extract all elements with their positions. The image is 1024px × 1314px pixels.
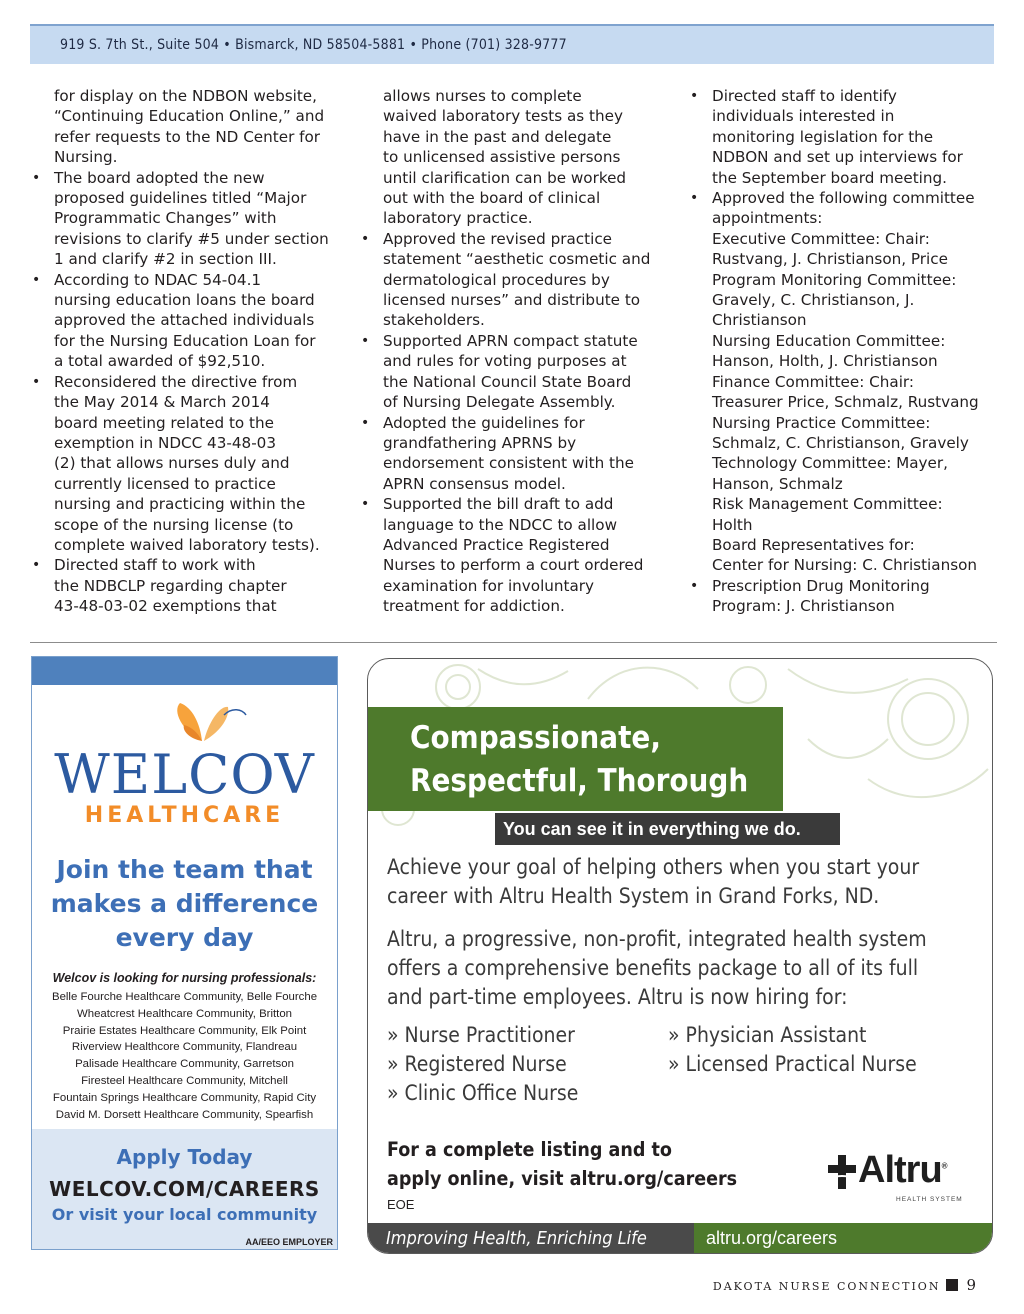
header-address: 919 S. 7th St., Suite 504 • Bismarck, ND 58504-5881 • Phone (701) 328-9777: [60, 37, 567, 53]
col2-lead: allows nurses to complete waived laboratory tests as they have in the past and delegate to unlicensed assistive persons until clarification can be worked out with the board of clinical laboratory practice.: [383, 87, 627, 228]
list-item: » Registered Nurse: [387, 1052, 567, 1076]
magazine-name: DAKOTA NURSE CONNECTION: [712, 1280, 941, 1293]
section-divider: [30, 642, 997, 643]
list-item: • Approved the following committee appointments: Executive Committee: Chair: Rustvang, J. Christianson, Price Program Monitoring Committee: Gravely, C. Christianson, J. Christianson Nursing Education Committee: Hanson, Holth, J. Christianson Finance Committee: Chair: Treasurer Price, Schmalz, Rustvang Nursing Practice Committee: Schmalz, C. Christianson, Gravely Technology Committee: Mayer, Hanson, Schmalz Risk Management Committee: Holth Board Representatives for: Center for Nursing: C. Christianson: [712, 188, 1012, 576]
list-item: » Nurse Practitioner: [387, 1023, 575, 1047]
altru-cross-icon: [826, 1153, 858, 1191]
list-item: Palisade Healthcare Community, Garretson: [75, 1058, 294, 1071]
list-item: • Directed staff to identify individuals interested in monitoring legislation for the NDBON and set up interviews for the September board meeting.: [712, 86, 1012, 188]
article-column-3: [712, 86, 1012, 617]
list-item: • According to NDAC 54-04.1 nursing education loans the board approved the attached individuals for the Nursing Education Loan for a total awarded of $92,510.: [54, 270, 354, 372]
list-item: • Directed staff to work with the NDBCLP regarding chapter 43-48-03-02 exemptions that: [54, 555, 354, 616]
butterfly-icon: [162, 701, 252, 745]
list-item: • Supported APRN compact statute and rules for voting purposes at the National Council State Board of Nursing Delegate Assembly.: [383, 331, 673, 413]
list-item: David M. Dorsett Healthcare Community, Spearfish: [55, 1108, 314, 1121]
list-item: Belle Fourche Healthcare Community, Belle Fourche: [51, 991, 318, 1003]
altru-eoe: EOE: [387, 1197, 415, 1212]
welcov-url-link[interactable]: WELCOV.COM/CAREERS: [49, 1177, 320, 1201]
altru-paragraph-2: Altru, a progressive, non-profit, integrated health system offers a comprehensive benefits package to all of its full and part-time employees. Altru is now hiring for:: [387, 927, 927, 1009]
list-item: Wheatcrest Healthcare Community, Britton: [76, 1007, 293, 1020]
altru-footer-slogan: Improving Health, Enriching Life: [368, 1223, 694, 1254]
welcov-looking: Welcov is looking for nursing professionals:: [52, 971, 317, 985]
list-item: • Approved the revised practice statement “aesthetic cosmetic and dermatological procedures by licensed nurses” and distribute to stakeholders.: [383, 229, 673, 331]
welcov-eeo: AA/EEO EMPLOYER: [245, 1237, 333, 1247]
altru-careers-link[interactable]: apply online, visit altru.org/careers: [387, 1167, 738, 1190]
col2-bullet-list: [383, 229, 673, 617]
article-column-2: [383, 86, 673, 617]
header-bar: [30, 24, 994, 64]
article-column-1: [54, 86, 354, 617]
list-item: • Supported the bill draft to add language to the NDCC to allow Advanced Practice Registered Nurses to perform a court ordered examination for involuntary treatment for addiction.: [383, 494, 673, 616]
list-item: Prairie Estates Healthcare Community, Elk Point: [62, 1024, 307, 1037]
altru-logo-sub: HEALTH SYSTEM: [896, 1196, 963, 1203]
list-item: Firesteel Healthcare Community, Mitchell: [81, 1074, 288, 1087]
list-item: Riverview Healthcore Community, Flandreau: [71, 1041, 298, 1054]
welcov-ad: [31, 656, 338, 1250]
welcov-top-band: [32, 657, 337, 685]
altru-paragraph-1: Achieve your goal of helping others when you start your career with Altru Health System in Grand Forks, ND.: [387, 855, 920, 908]
list-item: » Clinic Office Nurse: [387, 1081, 579, 1105]
altru-ad: [367, 658, 993, 1254]
altru-cta: For a complete listing and to apply online, visit altru.org/careers: [387, 1135, 787, 1193]
list-item: » Licensed Practical Nurse: [668, 1052, 917, 1076]
square-icon: [946, 1279, 958, 1291]
list-item: • Prescription Drug Monitoring Program: J. Christianson: [712, 576, 1012, 617]
welcov-logo-sub: HEALTHCARE: [84, 803, 285, 828]
col3-bullet-list: [712, 86, 1012, 617]
col1-lead: for display on the NDBON website, “Continuing Education Online,” and refer requests to the ND Center for Nursing.: [54, 87, 325, 167]
welcov-apply: Apply Today: [116, 1145, 253, 1169]
list-item: Fountain Springs Healthcare Community, Rapid City: [52, 1091, 317, 1104]
welcov-community-list: [32, 989, 337, 1123]
altru-logo: Altru®: [858, 1149, 947, 1191]
altru-footer-url[interactable]: altru.org/careers: [694, 1223, 993, 1254]
list-item: • Adopted the guidelines for grandfathering APRNS by endorsement consistent with the APRN consensus model.: [383, 413, 673, 495]
page-footer: [713, 1276, 976, 1294]
welcov-logo: WELCOV: [54, 743, 315, 806]
altru-tagline: You can see it in everything we do.: [495, 813, 840, 845]
list-item: • Reconsidered the directive from the May 2014 & March 2014 board meeting related to the exemption in NDCC 43-48-03 (2) that allows nurses duly and currently licensed to practice nursing and practicing within the scope of the nursing license (to complete waived laboratory tests).: [54, 372, 354, 556]
list-item: » Physician Assistant: [668, 1023, 867, 1047]
page-number: 9: [966, 1276, 976, 1294]
col1-bullet-list: [54, 168, 354, 617]
welcov-headline: Join the team that makes a difference every day: [50, 855, 319, 952]
welcov-visit: Or visit your local community: [51, 1205, 318, 1224]
altru-title: Compassionate, Respectful, Thorough: [410, 720, 749, 799]
list-item: • The board adopted the new proposed guidelines titled “Major Programmatic Changes” with revisions to clarify #5 under section 1 and clarify #2 in section III.: [54, 168, 354, 270]
